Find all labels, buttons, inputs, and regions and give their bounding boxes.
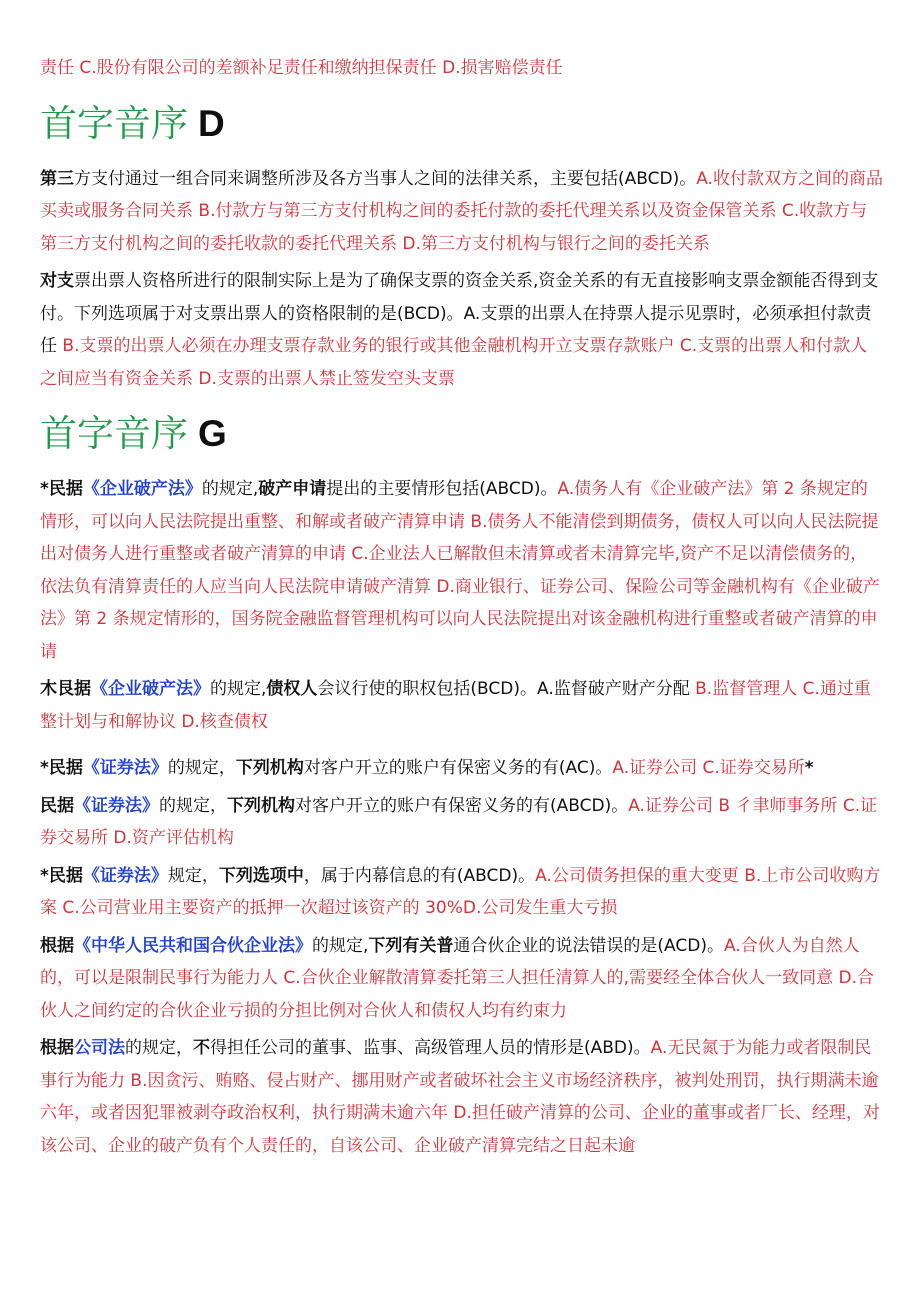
question-text: 通合伙企业的说法错误的是(ACD)。 <box>453 935 724 956</box>
question-text: 方支付通过一组合同来调整所涉及各方当事人之间的法律关系，主要包括(ABCD)。 <box>74 168 697 189</box>
law-name: 《中华人民共和国合伙企业法》 <box>74 935 312 956</box>
question-lead: 第三 <box>40 168 74 189</box>
section-heading-g <box>40 411 884 457</box>
question-lead: 根据 <box>40 1038 74 1058</box>
question-text: 的规定， <box>167 758 236 778</box>
heading-title: 首字音序 <box>40 102 188 144</box>
question-third-party-payment <box>40 163 884 261</box>
answer-text: A.债务人有《企业破产法》第 2 条规定的情形，可以向人民法院提出重整、和解或者破产清算申请 B.债务人不能清偿到期债务，债权人可以向人民法院提出对债务人进行重整或者破产清算的申请 C.企业法人已解散但未清算或者未清算完毕,资产不足以清偿债务的，依法负有清算责任的人应当向人民法院申请破产清算 D.商业银行、证券公司、保险公司等金融机构有《企业破产法》第 2 条规定情形的，国务院金融监督管理机构可以向人民法院提出对该金融机构进行重整或者破产清算的申请 <box>40 479 880 662</box>
answer-text: A.证券公司 C.证券交易所 <box>612 758 805 778</box>
question-text: 会议行使的职权包括(BCD)。A.监督破产财产分配 <box>317 679 696 699</box>
answer-text: A.公司债务担保的重大变更 B.上市公司收购方案 C.公司营业用主要资产的抵押一次超过该资产的 30%D.公司发生重大亏损 <box>40 865 881 918</box>
answer-text: A.证券公司 B 彳聿师事务所 C.证券交易所 D.资产评估机构 <box>40 795 878 848</box>
question-creditors-meeting <box>40 673 884 738</box>
question-text: 的规定， <box>159 795 227 816</box>
question-securities-confidentiality-1 <box>40 752 884 785</box>
question-keyword: 不 <box>193 1038 210 1058</box>
heading-letter: G <box>198 413 227 454</box>
law-name: 《企业破产法》 <box>91 679 210 699</box>
question-lead: *民据 <box>40 758 83 778</box>
question-text: 规定， <box>167 865 219 886</box>
question-partnership-law <box>40 930 884 1028</box>
heading-title: 首字音序 <box>40 413 188 454</box>
law-name: 《证券法》 <box>74 795 159 816</box>
question-text: 提出的主要情形包括(ABCD)。 <box>326 479 558 499</box>
section-heading-d <box>40 101 884 147</box>
question-text: 得担任公司的董事、监事、高级管理人员的情形是(ABD)。 <box>210 1038 651 1058</box>
question-lead: 民据 <box>40 795 74 816</box>
question-cheque-drawer <box>40 265 884 395</box>
law-name: 《企业破产法》 <box>82 479 202 499</box>
question-bankruptcy-application <box>40 473 884 668</box>
law-name: 公司法 <box>74 1038 125 1058</box>
question-securities-confidentiality-2 <box>40 790 884 855</box>
law-name: 《证券法》 <box>82 865 168 886</box>
question-text: ，属于内幕信息的有(ABCD)。 <box>303 865 536 886</box>
question-text: 的规定， <box>125 1038 193 1058</box>
answer-text: A.无民氮于为能力或者限制民事行为能力 B.因贪污、贿赂、侵占财产、挪用财产或者破坏社会主义市场经济秩序，被判处刑罚，执行期满未逾六年，或者因犯罪被剥夺政治权利，执行期满未逾六年 D.担任破产清算的公司、企业的董事或者厂长、经理，对该公司、企业的破产负有个人责任的，自该公司、企业破产清算完结之日起未逾 <box>40 1038 880 1156</box>
question-text: 票出票人资格所进行的限制实际上是为了确保支票的资金关系,资金关系的有无直接影响支票金额能否得到支付。下列选项属于对支票出票人的资格限制的是(BCD)。A.支票的出票人在持票人提示见票时，必须承担付款责任 <box>40 271 879 356</box>
asterisk-mark: * <box>804 758 814 778</box>
question-keyword: 下列机构 <box>227 795 295 816</box>
question-lead: *民据 <box>40 479 83 499</box>
answer-text: A.合伙人为自然人的，可以是限制民事行为能力人 C.合伙企业解散清算委托第三人担任清算人的,需要经全体合伙人一致同意 D.合伙人之间约定的合伙企业亏损的分担比例对合伙人和债权人均有约束力 <box>40 935 874 1021</box>
question-text: 的规定, <box>312 935 369 956</box>
question-keyword: 债权人 <box>266 679 318 699</box>
heading-letter: D <box>198 102 225 144</box>
law-name: 《证券法》 <box>82 758 168 778</box>
question-company-law-directors <box>40 1032 884 1162</box>
question-keyword: 下列机构 <box>235 758 304 778</box>
answer-text: 责任 C.股份有限公司的差额补足责任和缴纳担保责任 D.损害赔偿责任 <box>40 58 563 78</box>
question-text: 的规定, <box>201 479 259 499</box>
question-lead: *民据 <box>40 865 83 886</box>
question-keyword: 下列有关普 <box>368 935 454 956</box>
answer-text: A.收付款双方之间的商品买卖或服务合同关系 B.付款方与第三方支付机构之间的委托付款的委托代理关系以及资金保管关系 C.收款方与第三方支付机构之间的委托收款的委托代理关系 D.第三方支付机构与银行之间的委托关系 <box>40 168 883 254</box>
question-lead: 对支 <box>40 271 74 291</box>
question-text: 的规定, <box>210 679 267 699</box>
question-keyword: 下列选项中 <box>218 865 304 886</box>
answer-text: B.监督管理人 C.通过重整计划与和解协议 D.核查债权 <box>40 679 871 732</box>
question-text: 对客户开立的账户有保密义务的有(AC)。 <box>303 758 613 778</box>
answer-text: B.支票的出票人必须在办理支票存款业务的银行或其他金融机构开立支票存款账户 C.支票的出票人和付款人之间应当有资金关系 D.支票的出票人禁止签发空头支票 <box>40 336 868 389</box>
question-keyword: 破产申请 <box>258 479 327 499</box>
question-lead: 木艮据 <box>40 679 91 699</box>
question-insider-information <box>40 860 884 925</box>
question-lead: 根据 <box>40 935 74 956</box>
paragraph-continuation <box>40 52 884 85</box>
question-text: 对客户开立的账户有保密义务的有(ABCD)。 <box>295 795 629 816</box>
